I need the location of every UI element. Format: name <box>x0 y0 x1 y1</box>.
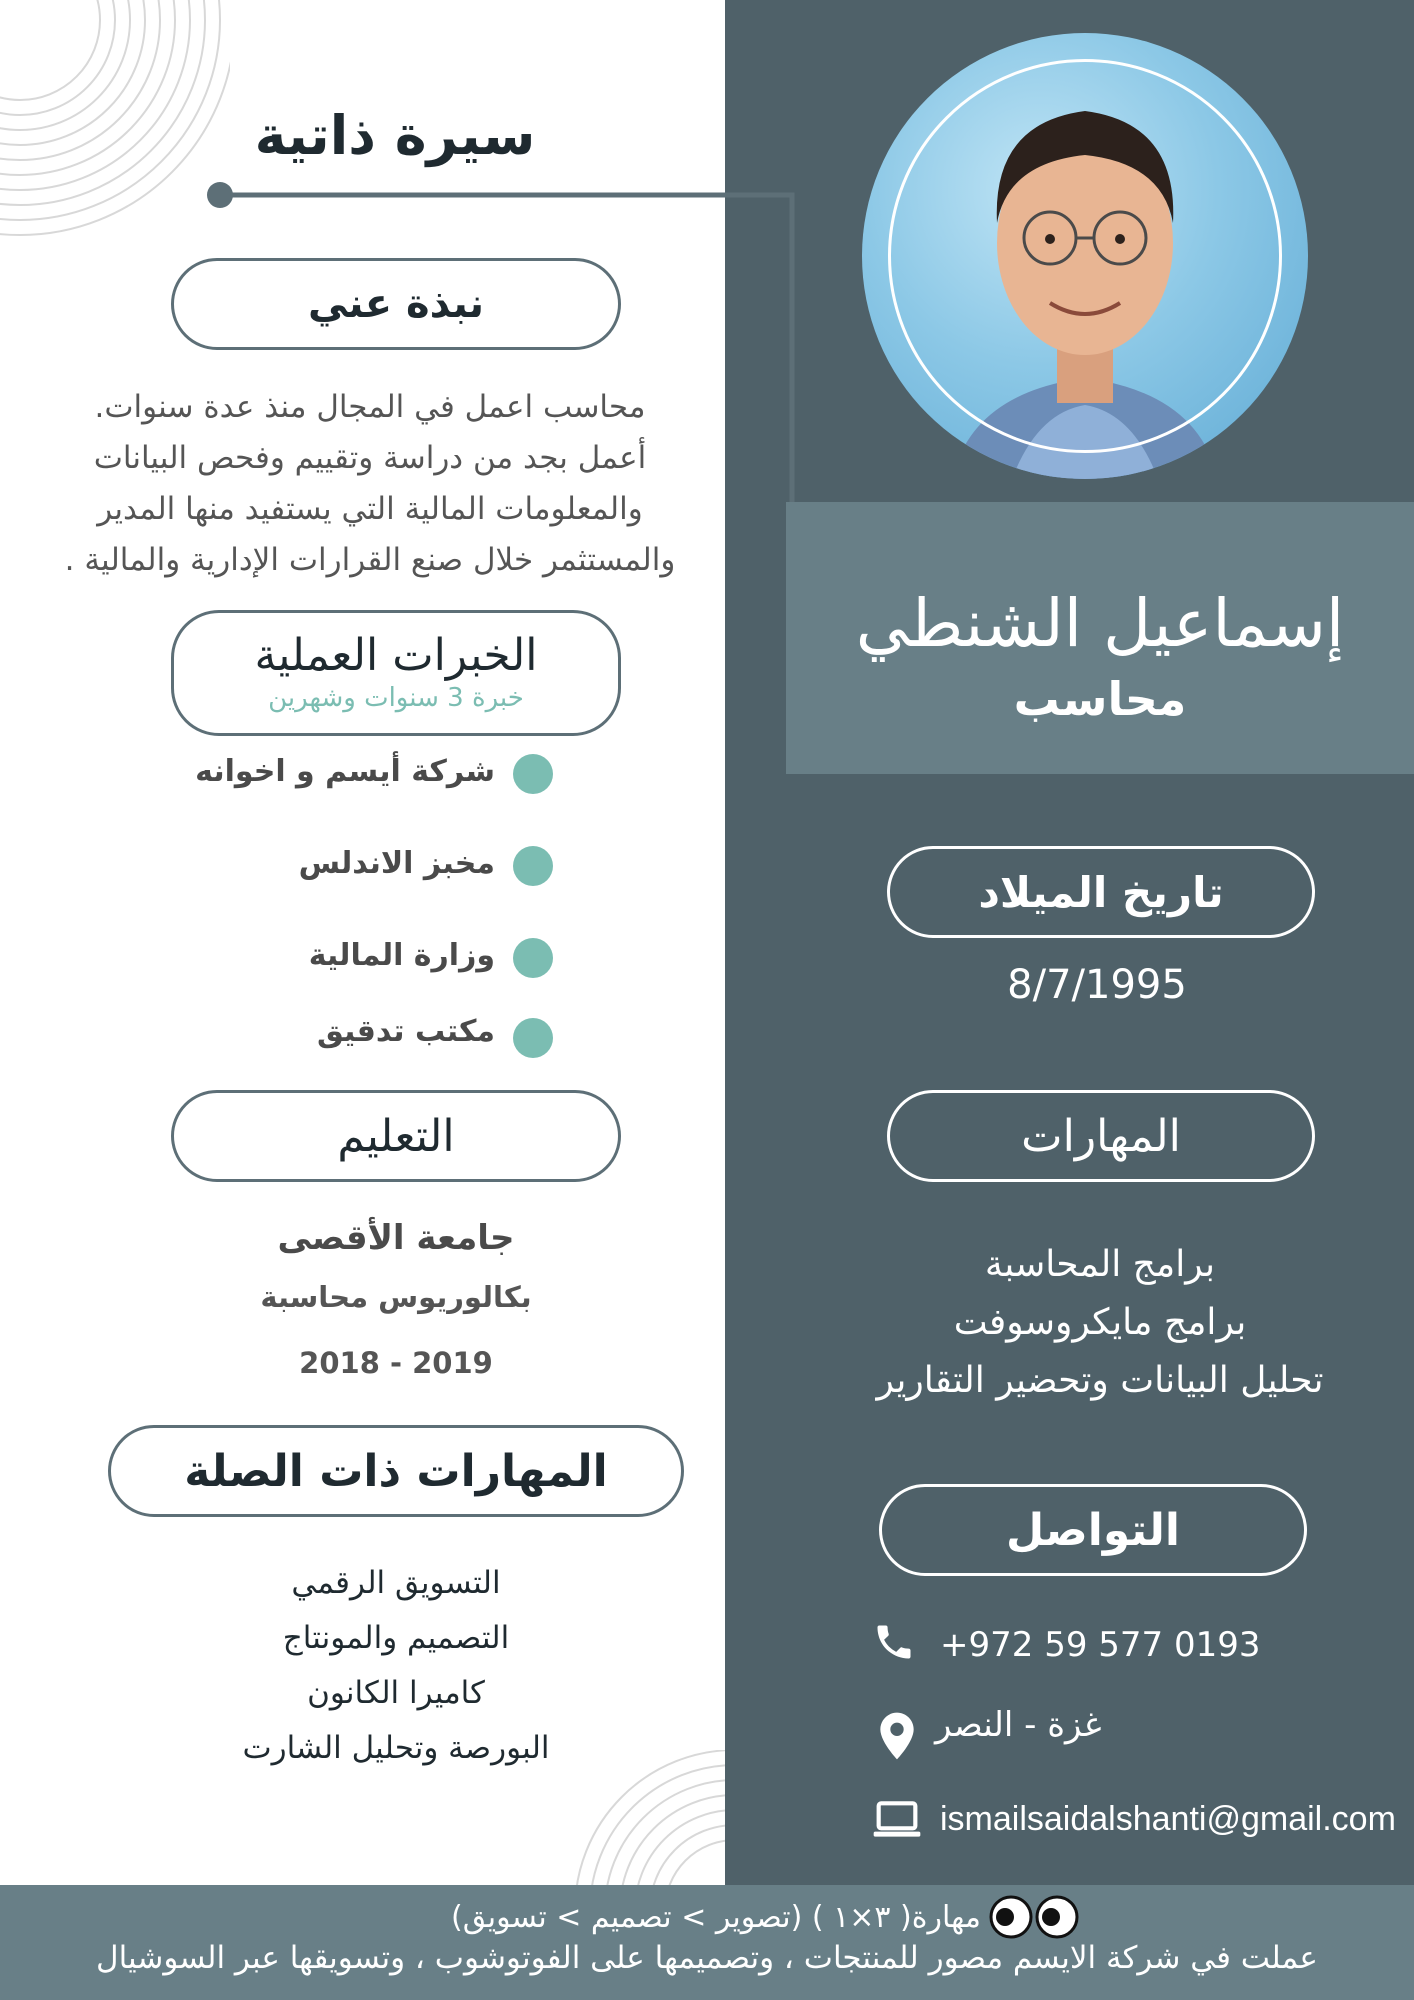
photo-ring <box>888 59 1282 453</box>
education-university: جامعة الأقصى <box>277 1218 515 1258</box>
education-heading: التعليم <box>337 1110 455 1162</box>
about-line: والمعلومات المالية التي يستفيد منها المدير <box>97 491 643 527</box>
about-line: والمستثمر خلال صنع القرارات الإدارية والمالية . <box>64 542 676 578</box>
experience-item: مخبز الاندلس <box>298 846 495 881</box>
profile-name: إسماعيل الشنطي <box>855 585 1345 662</box>
skills-heading: المهارات <box>1021 1110 1181 1162</box>
footer-line1: مهارة( ٣×١ ) (تصوير > تصميم > تسويق) <box>451 1899 981 1935</box>
about-heading: نبذة عني <box>307 281 485 327</box>
skills-heading-pill <box>887 1090 1315 1182</box>
experience-item: وزارة المالية <box>308 938 495 973</box>
related-skills-list <box>171 1556 621 1776</box>
laptop-icon <box>872 1800 922 1840</box>
related-skill-item: التصميم والمونتاج <box>282 1620 510 1656</box>
skills-list <box>830 1236 1370 1410</box>
contact-heading: التواصل <box>1005 1504 1181 1556</box>
education-years: 2018 - 2019 <box>299 1346 493 1380</box>
profile-job-title: محاسب <box>1013 672 1187 726</box>
birth-heading-pill <box>887 846 1315 938</box>
contact-heading-pill <box>879 1484 1307 1576</box>
phone-icon <box>872 1620 916 1664</box>
eyes-icon <box>989 1895 1079 1939</box>
birth-heading: تاريخ الميلاد <box>978 867 1224 917</box>
experience-bullet <box>513 938 553 978</box>
contact-phone[interactable]: +972 59 577 0193 <box>940 1625 1261 1665</box>
related-skill-item: كاميرا الكانون <box>307 1675 485 1711</box>
experience-bullet <box>513 846 553 886</box>
related-skill-item: البورصة وتحليل الشارت <box>242 1730 550 1766</box>
footer-line2: عملت في شركة الايسم مصور للمنتجات ، وتصميمها على الفوتوشوب ، وتسويقها عبر السوشيال <box>96 1940 1318 1976</box>
related-skills-heading-pill <box>108 1425 684 1517</box>
related-skill-item: التسويق الرقمي <box>291 1565 501 1601</box>
experience-item: مكتب تدقيق <box>317 1014 495 1049</box>
footer-line1-wrap <box>440 1892 1090 1942</box>
about-line: أعمل بجد من دراسة وتقييم وفحص البيانات <box>93 440 647 476</box>
skill-item: تحليل البيانات وتحضير التقارير <box>876 1360 1324 1401</box>
contact-email[interactable]: ismailsaidalshanti@gmail.com <box>940 1800 1396 1838</box>
eye-icon <box>989 1895 1033 1939</box>
experience-bullet <box>513 754 553 794</box>
experience-heading-pill <box>171 610 621 736</box>
about-text <box>20 382 720 586</box>
experience-item: شركة أيسم و اخوانه <box>195 754 495 789</box>
location-pin-icon <box>877 1712 917 1760</box>
education-heading-pill <box>171 1090 621 1182</box>
about-heading-pill <box>171 258 621 350</box>
about-line: محاسب اعمل في المجال منذ عدة سنوات. <box>94 389 646 425</box>
skill-item: برامج مايكروسوفت <box>953 1302 1247 1343</box>
related-skills-heading: المهارات ذات الصلة <box>184 1445 608 1497</box>
contact-location: غزة - النصر <box>935 1705 1102 1745</box>
skill-item: برامج المحاسبة <box>984 1244 1216 1285</box>
page-title: سيرة ذاتية <box>254 104 536 167</box>
eye-icon <box>1035 1895 1079 1939</box>
experience-subheading: خبرة 3 سنوات وشهرين <box>268 683 524 713</box>
experience-bullet <box>513 1018 553 1058</box>
birth-date: 8/7/1995 <box>1007 962 1187 1008</box>
decorative-arcs-top <box>0 0 230 240</box>
education-degree: بكالوريوس محاسبة <box>260 1280 532 1314</box>
experience-heading: الخبرات العملية <box>254 630 538 681</box>
